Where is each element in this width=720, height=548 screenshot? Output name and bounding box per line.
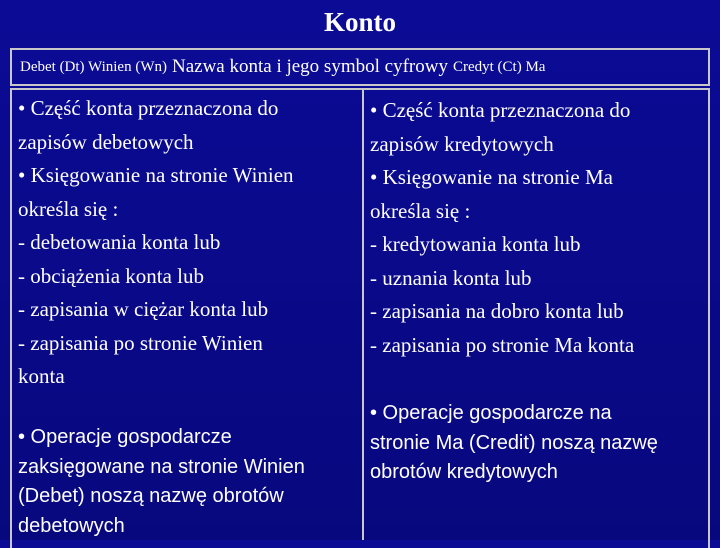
text-line: zapisów debetowych [18, 129, 194, 154]
text-line: określa się : [18, 196, 119, 221]
text-line: zaksięgowane na stronie Winien [18, 455, 305, 478]
page-title: Konto [323, 7, 396, 37]
text-line: konta [18, 364, 65, 388]
account-name-label: Nazwa konta i jego symbol cyfrowy [171, 56, 448, 77]
text-line: - zapisania na dobro konta lub [370, 299, 624, 323]
debit-turnover-note [18, 423, 358, 541]
text-line: obrotów kredytowych [370, 461, 558, 483]
text-line: • Część konta przeznaczona do [370, 98, 631, 122]
text-line: - uznania konta lub [370, 265, 532, 290]
text-line: określa się : [370, 198, 471, 223]
text-line: - zapisania w ciężar konta lub [18, 297, 269, 321]
text-line: • Część konta przeznaczona do [18, 96, 279, 120]
credit-description [370, 94, 710, 362]
text-line: zapisów kredytowych [370, 131, 554, 156]
account-header-row [10, 48, 710, 86]
text-line: • Księgowanie na stronie Winien [18, 163, 294, 187]
column-divider [362, 88, 364, 540]
text-line: (Debet) noszą nazwę obrotów [18, 485, 284, 507]
text-line: debetowych [18, 514, 125, 537]
text-line: • Operacje gospodarcze [18, 426, 232, 448]
text-line: - debetowania konta lub [18, 230, 221, 254]
credit-turnover-note [370, 399, 710, 488]
text-line: - obciążenia konta lub [18, 263, 205, 288]
credit-side-label: Credyt (Ct) Ma [452, 58, 546, 75]
text-line: - kredytowania konta lub [370, 232, 581, 256]
text-line: • Księgowanie na stronie Ma [370, 165, 613, 189]
text-line: stronie Ma (Credit) noszą nazwę [370, 431, 658, 454]
text-line: - zapisania po stronie Ma konta [370, 332, 635, 357]
text-line: • Operacje gospodarcze na [370, 402, 612, 424]
text-line: - zapisania po stronie Winien [18, 330, 263, 355]
debit-side-label: Debet (Dt) Winien (Wn) [20, 58, 167, 75]
debit-description [18, 92, 358, 394]
